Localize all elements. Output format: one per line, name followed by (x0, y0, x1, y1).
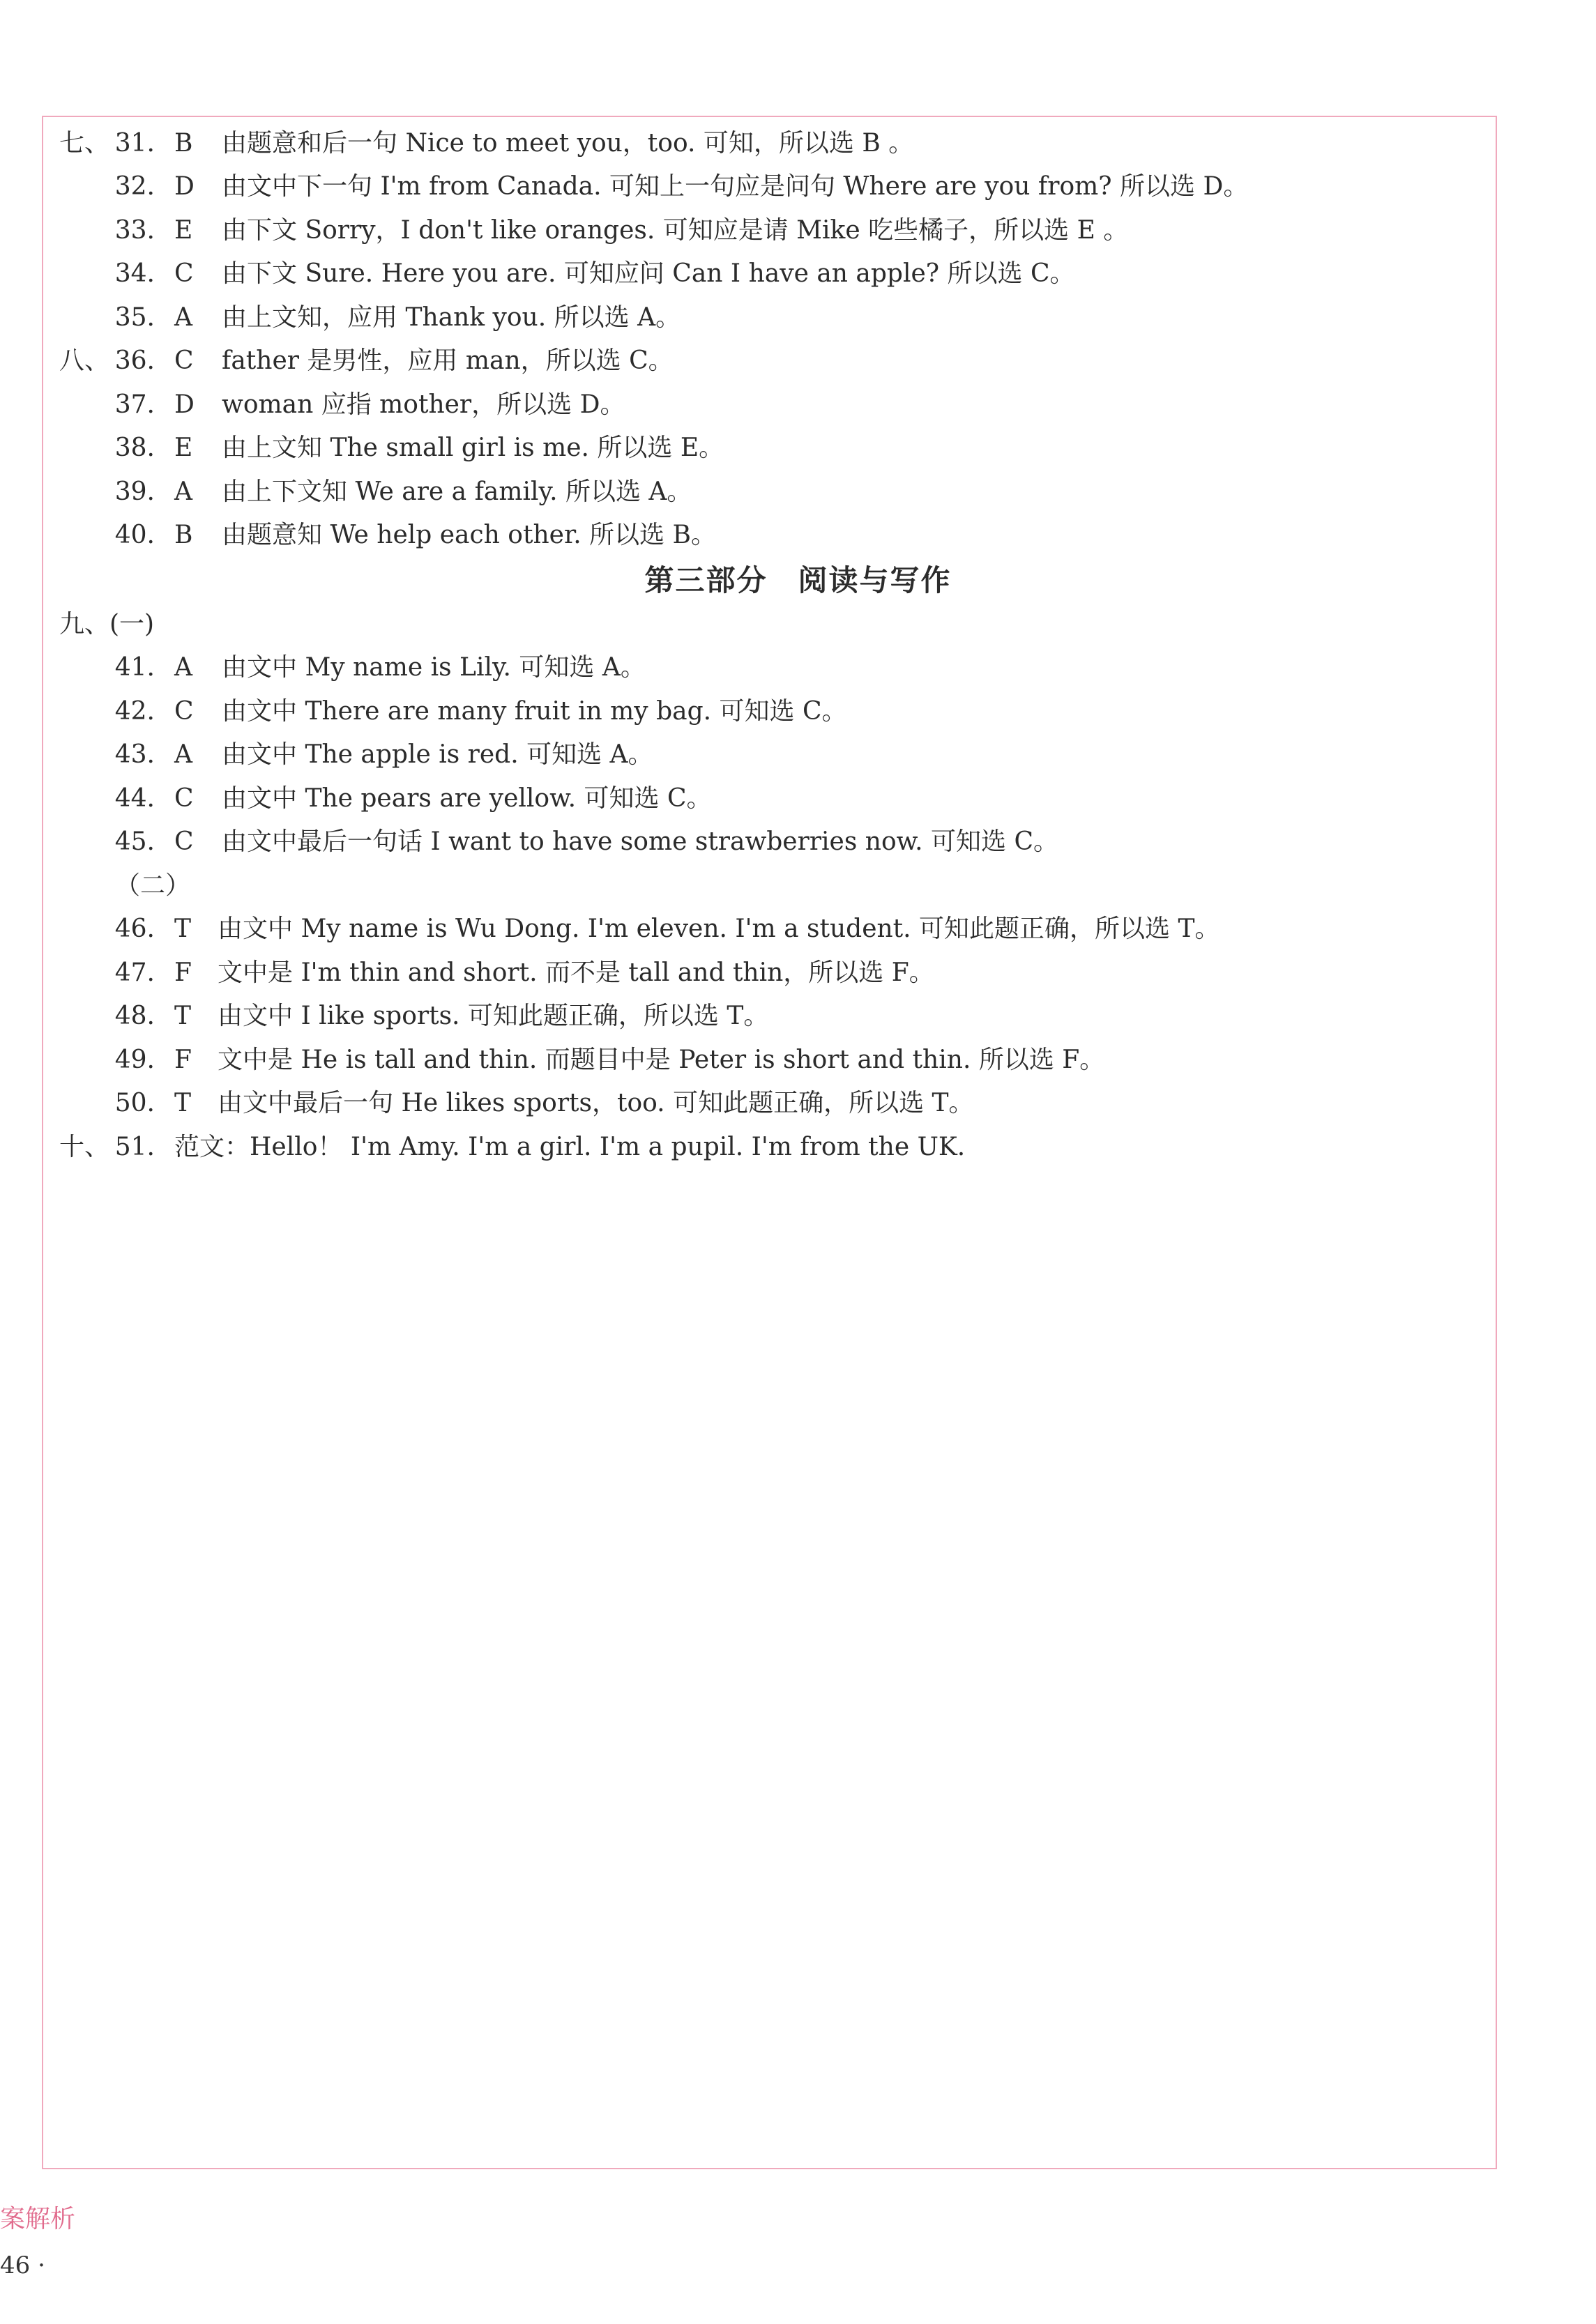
explanation: 由文中最后一句 He likes sports，too. 可知此题正确，所以选 T。 (218, 1089, 974, 1117)
answer-letter: F (174, 1046, 192, 1074)
question-number: 50. (114, 1089, 155, 1117)
section-prefix: 七、 (59, 129, 110, 158)
question-number: 51. (114, 1133, 155, 1161)
question-number: 41. (114, 653, 155, 682)
question-number: 44. (114, 784, 155, 813)
answer-letter: A (174, 740, 192, 769)
explanation: 由上下文知 We are a family. 所以选 A。 (222, 477, 692, 506)
explanation: 由文中 The pears are yellow. 可知选 C。 (222, 784, 712, 813)
answer-letter: B (174, 521, 193, 549)
answer-letter: T (174, 1089, 192, 1117)
explanation: 由上文知，应用 Thank you. 所以选 A。 (222, 303, 681, 332)
explanation: father 是男性，应用 man，所以选 C。 (222, 346, 674, 375)
explanation: 由题意知 We help each other. 所以选 B。 (222, 521, 716, 549)
question-number: 42. (114, 697, 155, 726)
part9-subheader: （二） (115, 871, 191, 900)
explanation: 由文中 My name is Wu Dong. I'm eleven. I'm a student. 可知此题正确，所以选 T。 (218, 915, 1220, 943)
explanation: 由下文 Sure. Here you are. 可知应问 Can I have an apple? 所以选 C。 (222, 259, 1075, 288)
section-title: 第三部分 阅读与写作 (644, 563, 952, 597)
question-number: 35. (114, 303, 155, 332)
explanation: 由文中下一句 I'm from Canada. 可知上一句应是问句 Where are you from? 所以选 D。 (222, 172, 1249, 201)
answer-letter: C (174, 697, 194, 726)
answer-letter: E (174, 216, 193, 245)
question-number: 37. (114, 390, 155, 419)
explanation: 由文中 There are many fruit in my bag. 可知选 C。 (222, 697, 847, 726)
answer-letter: T (174, 915, 192, 943)
explanation: 由文中最后一句话 I want to have some strawberries now. 可知选 C。 (222, 827, 1059, 856)
question-number: 31. (114, 129, 155, 158)
question-number: 40. (114, 521, 155, 549)
explanation: 由题意和后一句 Nice to meet you，too. 可知，所以选 B 。 (222, 129, 914, 158)
question-number: 38. (114, 434, 155, 462)
answer-letter: A (174, 653, 192, 682)
question-number: 45. (114, 827, 155, 856)
question-number: 43. (114, 740, 155, 769)
answer-letter: C (174, 784, 194, 813)
answer-letter: B (174, 129, 193, 158)
answer-letter: A (174, 477, 192, 506)
answer-letter: E (174, 434, 193, 462)
explanation: 由文中 The apple is red. 可知选 A。 (222, 740, 653, 769)
question-number: 47. (114, 958, 155, 987)
question-number: 33. (114, 216, 155, 245)
question-number: 46. (114, 915, 155, 943)
answer-letter: F (174, 958, 192, 987)
answer-letter: C (174, 827, 194, 856)
question-number: 32. (114, 172, 155, 201)
sample-essay: 范文：Hello！ I'm Amy. I'm a girl. I'm a pupil. I'm from the UK. (174, 1133, 966, 1161)
question-number: 34. (114, 259, 155, 288)
answer-letter: A (174, 303, 192, 332)
part9-header: 九、(一) (59, 610, 155, 639)
question-number: 49. (114, 1046, 155, 1074)
explanation: 由文中 I like sports. 可知此题正确，所以选 T。 (218, 1002, 769, 1030)
explanation: 由文中 My name is Lily. 可知选 A。 (222, 653, 646, 682)
page-number: 46 · (0, 2252, 45, 2279)
question-number: 39. (114, 477, 155, 506)
answer-letter: C (174, 346, 194, 375)
answer-letter: D (174, 390, 195, 419)
answer-letter: T (174, 1002, 192, 1030)
explanation: 文中是 I'm thin and short. 而不是 tall and thin，所以选 F。 (218, 958, 934, 987)
question-number: 48. (114, 1002, 155, 1030)
explanation: woman 应指 mother，所以选 D。 (222, 390, 625, 419)
explanation: 由下文 Sorry，I don't like oranges. 可知应是请 Mike 吃些橘子，所以选 E 。 (222, 216, 1129, 245)
answer-letter: C (174, 259, 194, 288)
footer-label: 案解析 (0, 2205, 76, 2233)
section-prefix: 十、 (59, 1133, 110, 1161)
explanation: 文中是 He is tall and thin. 而题目中是 Peter is short and thin. 所以选 F。 (218, 1046, 1105, 1074)
explanation: 由上文知 The small girl is me. 所以选 E。 (222, 434, 724, 462)
question-number: 36. (114, 346, 155, 375)
answer-letter: D (174, 172, 195, 201)
section-prefix: 八、 (59, 346, 110, 375)
